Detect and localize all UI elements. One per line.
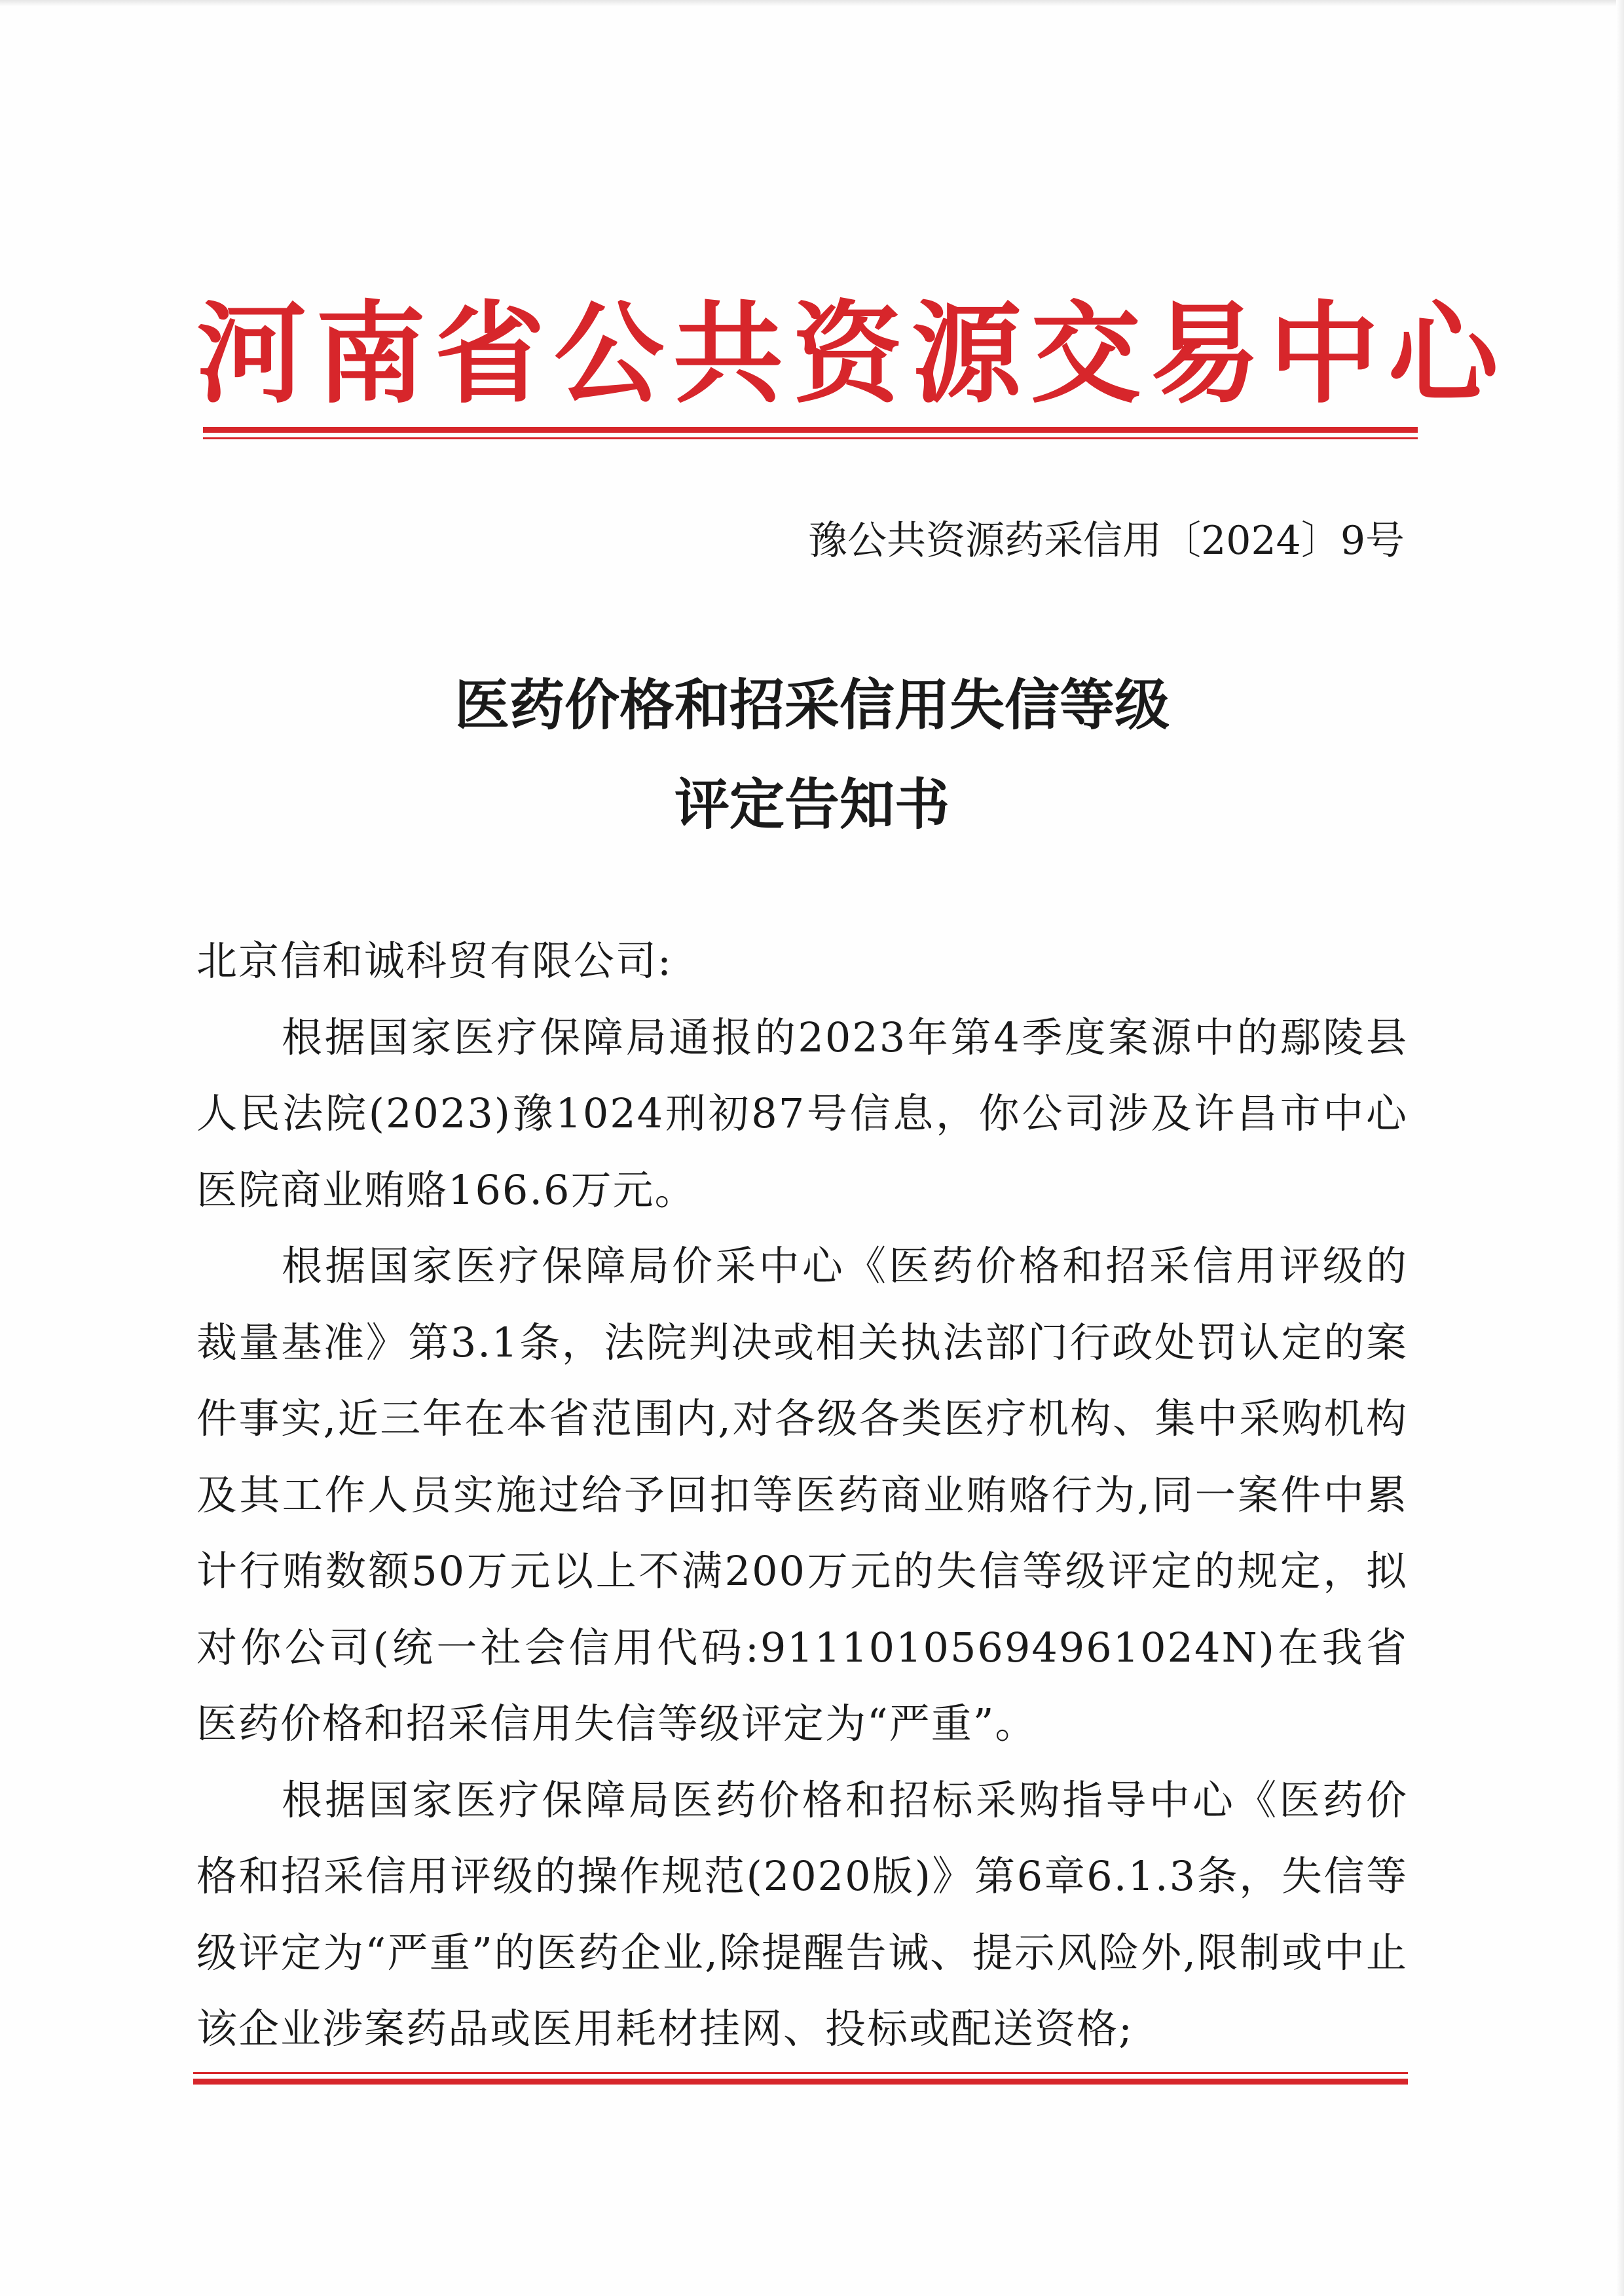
footer-divider-thin [193,2072,1408,2074]
paragraph-1: 根据国家医疗保障局通报的2023年第4季度案源中的鄢陵县人民法院(2023)豫1024刑初87号信息，你公司涉及许昌市中心医院商业贿赂166.6万元。 [196,1013,1408,1214]
document-number: 豫公共资源药采信用〔2024〕9号 [808,518,1405,564]
letterhead-divider-thick [203,427,1418,433]
document-title-line-1: 医药价格和招采信用失信等级 [454,672,1170,737]
letterhead-title: 河南省公共资源交易中心 [196,289,1507,418]
paragraph-3: 根据国家医疗保障局医药价格和招标采购指导中心《医药价格和招采信用评级的操作规范(2020版)》第6章6.1.3条，失信等级评定为“严重”的医药企业,除提醒告诫、提示风险外,限制或中止该企业涉案药品或医用耗材挂网、投标或配送资格; [196,1776,1408,2052]
paragraph-2: 根据国家医疗保障局价采中心《医药价格和招采信用评级的裁量基准》第3.1条，法院判决或相关执法部门行政处罚认定的案件事实,近三年在本省范围内,对各级各类医疗机构、集中采购机构及其工作人员实施过给予回扣等医药商业贿赂行为,同一案件中累计行贿数额50万元以上不满200万元的失信等级评定的规定，拟对你公司(统一社会信用代码:91110105694961024N)在我省医药价格和招采信用失信等级评定为“严重”。 [196,1242,1408,1747]
scan-edge-right [1616,0,1624,2296]
salutation: 北京信和诚科贸有限公司: [196,937,673,985]
document-title-line-2: 评定告知书 [674,772,950,837]
footer-divider-thick [193,2079,1408,2085]
letterhead-divider-thin [203,437,1418,439]
document-body [196,923,1408,2068]
scan-edge-top [0,0,1624,7]
